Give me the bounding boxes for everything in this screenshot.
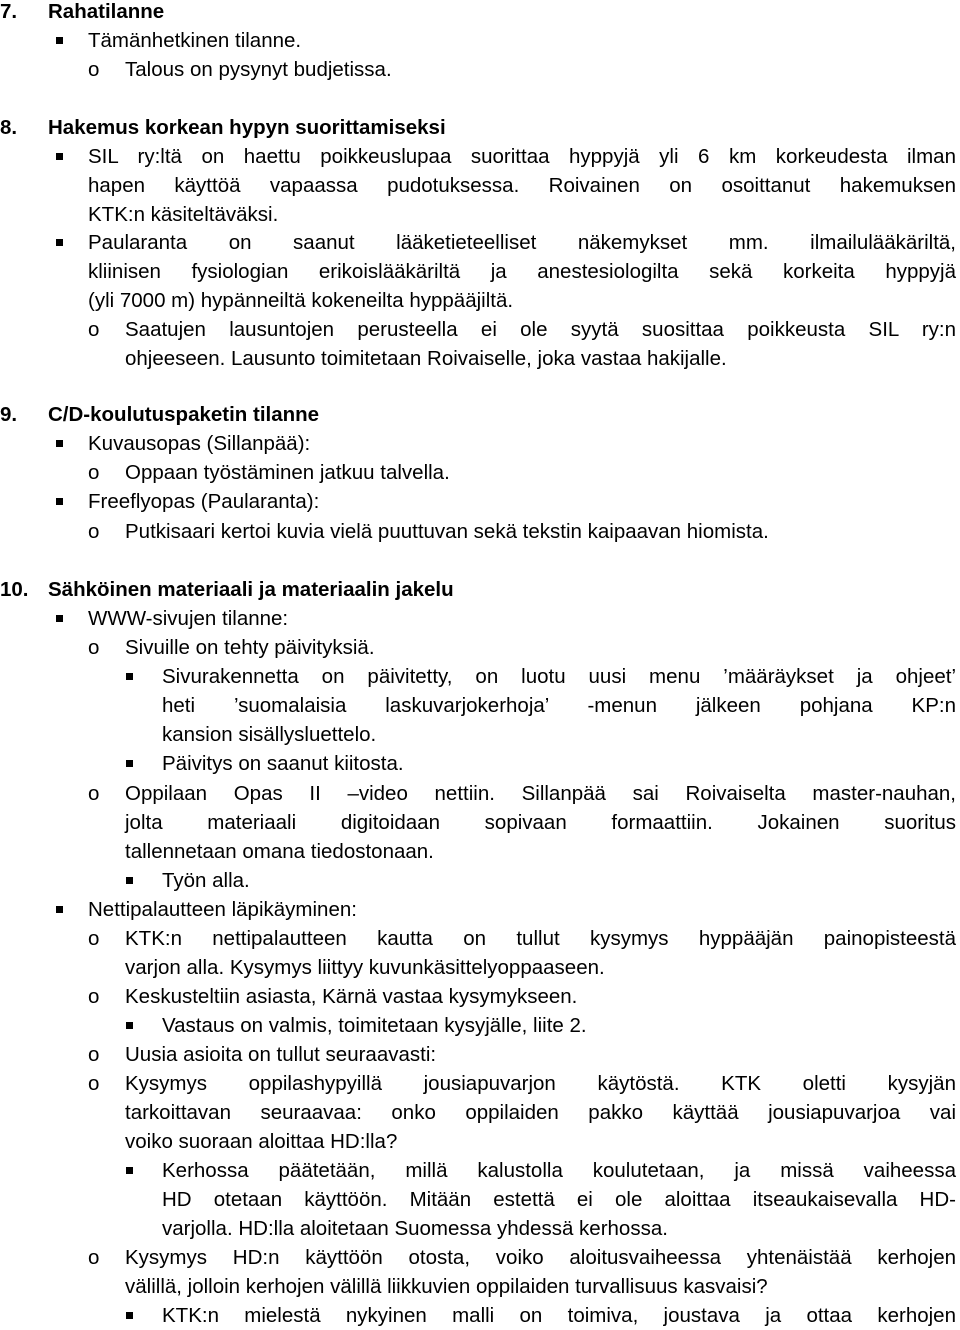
circle-bullet-icon: o xyxy=(88,1043,100,1066)
sub-bullet-text: tarkoittavan seuraavaa: onko oppilaiden pakko käyttää jousiapuvarjoa vai xyxy=(125,1101,956,1124)
circle-bullet-icon: o xyxy=(88,1072,100,1095)
square-bullet-icon xyxy=(56,239,63,246)
sub-bullet-text: Oppilaan Opas II –video nettiin. Sillanpää sai Roivaiselta master-nauhan, xyxy=(125,782,956,805)
sub-bullet-text: KTK:n nettipalautteen kautta on tullut kysymys hyppääjän painopisteestä xyxy=(125,927,956,950)
sub-bullet-text: voiko suoraan aloittaa HD:lla? xyxy=(125,1130,398,1153)
section-title: Hakemus korkean hypyn suorittamiseksi xyxy=(48,116,446,139)
section-number: 9. xyxy=(0,403,18,426)
sub-bullet-text: jolta materiaali digitoidaan sopivaan formaattiin. Jokainen suoritus xyxy=(125,811,956,834)
bullet-text: hapen käyttöä vapaassa pudotuksessa. Roivainen on osoittanut hakemuksen xyxy=(88,174,956,197)
circle-bullet-icon: o xyxy=(88,782,100,805)
sub-sub-bullet-text: KTK:n mielestä nykyinen malli on toimiva, joustava ja ottaa kerhojen xyxy=(162,1304,956,1327)
section-number: 8. xyxy=(0,116,18,139)
sub-bullet-text: Kysymys HD:n käyttöön otosta, voiko aloitusvaiheessa yhtenäistää kerhojen xyxy=(125,1246,956,1269)
square-bullet-icon xyxy=(126,1312,133,1319)
section-title: C/D-koulutuspaketin tilanne xyxy=(48,403,320,426)
sub-sub-bullet-text: Kerhossa päätetään, millä kalustolla koulutetaan, ja missä vaiheessa xyxy=(162,1159,956,1182)
sub-sub-bullet-text: Sivurakennetta on päivitetty, on luotu uusi menu ’määräykset ja ohjeet’ xyxy=(162,665,956,688)
circle-bullet-icon: o xyxy=(88,636,100,659)
sub-sub-bullet-text: heti ’suomalaisia laskuvarjokerhoja’ -menun jälkeen pohjana KP:n xyxy=(162,694,956,717)
bullet-text: Kuvausopas (Sillanpää): xyxy=(88,432,311,455)
square-bullet-icon xyxy=(126,673,133,680)
sub-bullet-text: tallennetaan omana tiedostonaan. xyxy=(125,840,434,863)
section-number: 7. xyxy=(0,0,18,23)
square-bullet-icon xyxy=(56,153,63,160)
sub-sub-bullet-text: Työn alla. xyxy=(162,869,250,892)
bullet-text: Nettipalautteen läpikäyminen: xyxy=(88,898,357,921)
sub-bullet-text: Uusia asioita on tullut seuraavasti: xyxy=(125,1043,437,1066)
square-bullet-icon xyxy=(126,760,133,767)
sub-bullet-text: välillä, jolloin kerhojen välillä liikkuvien oppilaiden turvallisuus kasvaisi? xyxy=(125,1275,768,1298)
circle-bullet-icon: o xyxy=(88,58,100,81)
sub-sub-bullet-text: Vastaus on valmis, toimitetaan kysyjälle, liite 2. xyxy=(162,1014,587,1037)
bullet-text: WWW-sivujen tilanne: xyxy=(88,607,289,630)
circle-bullet-icon: o xyxy=(88,461,100,484)
square-bullet-icon xyxy=(56,615,63,622)
square-bullet-icon xyxy=(56,440,63,447)
bullet-text: KTK:n käsiteltäväksi. xyxy=(88,203,279,226)
bullet-text: SIL ry:ltä on haettu poikkeuslupaa suorittaa hyppyjä yli 6 km korkeudesta ilman xyxy=(88,145,956,168)
sub-bullet-text: Kysymys oppilashypyillä jousiapuvarjon käytöstä. KTK oletti kysyjän xyxy=(125,1072,956,1095)
square-bullet-icon xyxy=(126,1167,133,1174)
section-number: 10. xyxy=(0,578,29,601)
bullet-text: Tämänhetkinen tilanne. xyxy=(88,29,302,52)
square-bullet-icon xyxy=(56,37,63,44)
sub-bullet-text: Saatujen lausuntojen perusteella ei ole syytä suosittaa poikkeusta SIL ry:n xyxy=(125,318,956,341)
sub-bullet-text: Sivuille on tehty päivityksiä. xyxy=(125,636,375,659)
square-bullet-icon xyxy=(56,906,63,913)
circle-bullet-icon: o xyxy=(88,318,100,341)
section-title: Rahatilanne xyxy=(48,0,165,23)
sub-bullet-text: ohjeeseen. Lausunto toimitetaan Roivaiselle, joka vastaa hakijalle. xyxy=(125,347,727,370)
sub-sub-bullet-text: HD otetaan käyttöön. Mitään estettä ei ole aloittaa itseaukaisevalla HD- xyxy=(162,1188,956,1211)
square-bullet-icon xyxy=(126,877,133,884)
sub-bullet-text: Keskusteltiin asiasta, Kärnä vastaa kysymykseen. xyxy=(125,985,578,1008)
circle-bullet-icon: o xyxy=(88,520,100,543)
bullet-text: kliinisen fysiologian erikoislääkäriltä ja anestesiologilta sekä korkeita hyppyjä xyxy=(88,260,956,283)
bullet-text: Freeflyopas (Paularanta): xyxy=(88,490,320,513)
circle-bullet-icon: o xyxy=(88,1246,100,1269)
sub-sub-bullet-text: Päivitys on saanut kiitosta. xyxy=(162,752,404,775)
section-title: Sähköinen materiaali ja materiaalin jakelu xyxy=(48,578,454,601)
square-bullet-icon xyxy=(56,498,63,505)
sub-bullet-text: varjon alla. Kysymys liittyy kuvunkäsittelyoppaaseen. xyxy=(125,956,605,979)
sub-sub-bullet-text: kansion sisällysluettelo. xyxy=(162,723,377,746)
sub-bullet-text: Putkisaari kertoi kuvia vielä puuttuvan sekä tekstin kaipaavan hiomista. xyxy=(125,520,769,543)
square-bullet-icon xyxy=(126,1022,133,1029)
circle-bullet-icon: o xyxy=(88,985,100,1008)
sub-bullet-text: Oppaan työstäminen jatkuu talvella. xyxy=(125,461,450,484)
bullet-text: (yli 7000 m) hypänneiltä kokeneilta hyppääjiltä. xyxy=(88,289,514,312)
sub-bullet-text: Talous on pysynyt budjetissa. xyxy=(125,58,392,81)
bullet-text: Paularanta on saanut lääketieteelliset näkemykset mm. ilmailulääkäriltä, xyxy=(88,231,956,254)
sub-sub-bullet-text: varjolla. HD:lla aloitetaan Suomessa yhdessä kerhossa. xyxy=(162,1217,668,1240)
circle-bullet-icon: o xyxy=(88,927,100,950)
